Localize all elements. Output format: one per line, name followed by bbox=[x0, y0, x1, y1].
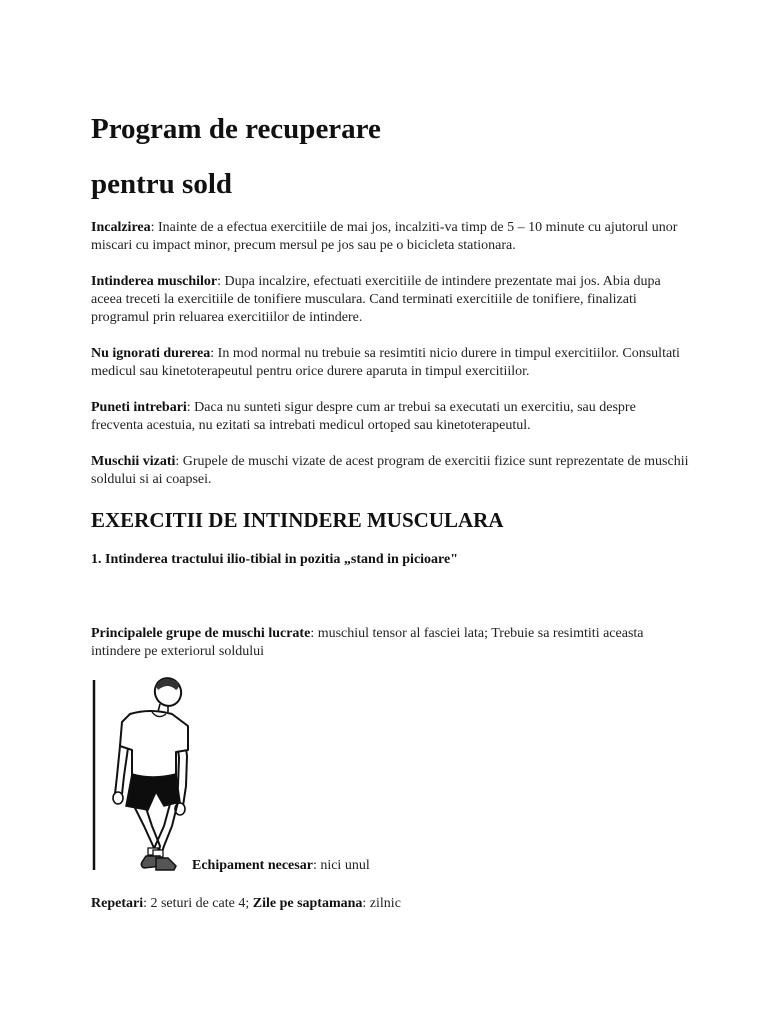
section-heading: EXERCITII DE INTINDERE MUSCULARA bbox=[91, 508, 504, 532]
repetitions-label: Repetari bbox=[91, 896, 144, 911]
paragraph-text: : Inainte de a efectua exercitiile de mai jos, incalziti-va timp de 5 – 10 minute cu ajutorul unor miscari cu impact minor, precum mersul pe jos sau pe o bicicleta stationara. bbox=[91, 220, 678, 253]
paragraph-label: Nu ignorati durerea bbox=[91, 346, 211, 361]
paragraph-label: Muschii vizati bbox=[91, 454, 176, 469]
paragraph-label: Incalzirea bbox=[91, 220, 151, 235]
days-text: : zilnic bbox=[362, 896, 401, 911]
paragraph-text: : muschiul tensor al fasciei lata; Trebuie sa resimtiti aceasta intindere pe exteriorul soldului bbox=[91, 626, 644, 659]
paragraph-questions bbox=[91, 399, 691, 435]
repetitions-line bbox=[91, 895, 401, 913]
days-label: Zile pe saptamana bbox=[252, 896, 363, 911]
standing-side-stretch-figure-icon bbox=[90, 676, 200, 876]
paragraph-pain bbox=[91, 345, 691, 381]
paragraph-label: Intinderea muschilor bbox=[91, 274, 218, 289]
equipment-line bbox=[192, 857, 370, 875]
paragraph-text: : Grupele de muschi vizate de acest program de exercitii fizice sunt reprezentate de muschii soldului si ai coapsei. bbox=[91, 454, 689, 487]
equipment-label: Echipament necesar bbox=[192, 858, 313, 873]
paragraph-muscle-groups bbox=[91, 625, 671, 661]
document-title-line-1: Program de recuperare bbox=[91, 113, 381, 145]
paragraph-warmup bbox=[91, 219, 691, 255]
paragraph-stretching bbox=[91, 273, 691, 327]
paragraph-text: : Daca nu sunteti sigur despre cum ar trebui sa executati un exercitiu, sau despre frecventa acestuia, nu ezitati sa intrebati medicul ortoped sau kinetoterapeutul. bbox=[91, 400, 636, 433]
repetitions-text: : 2 seturi de cate 4; bbox=[143, 896, 253, 911]
paragraph-target-muscles bbox=[91, 453, 691, 489]
paragraph-text: : In mod normal nu trebuie sa resimtiti nicio durere in timpul exercitiilor. Consultati medicul sau kinetoterapeutul pentru orice durere aparuta in timpul exercitiilor. bbox=[91, 346, 680, 379]
paragraph-text: : Dupa incalzire, efectuati exercitiile de intindere prezentate mai jos. Abia dupa aceea treceti la exercitiile de tonifiere musculara. Cand terminati exercitiile de tonifiere, finalizati programul prin reluarea exercitiilor de intindere. bbox=[91, 274, 661, 325]
document-title-line-2: pentru sold bbox=[91, 168, 233, 200]
exercise-heading: 1. Intinderea tractului ilio-tibial in pozitia „stand in picioare" bbox=[91, 552, 459, 567]
equipment-text: : nici unul bbox=[312, 858, 370, 873]
paragraph-label: Puneti intrebari bbox=[91, 400, 187, 415]
paragraph-label: Principalele grupe de muschi lucrate bbox=[91, 626, 311, 641]
